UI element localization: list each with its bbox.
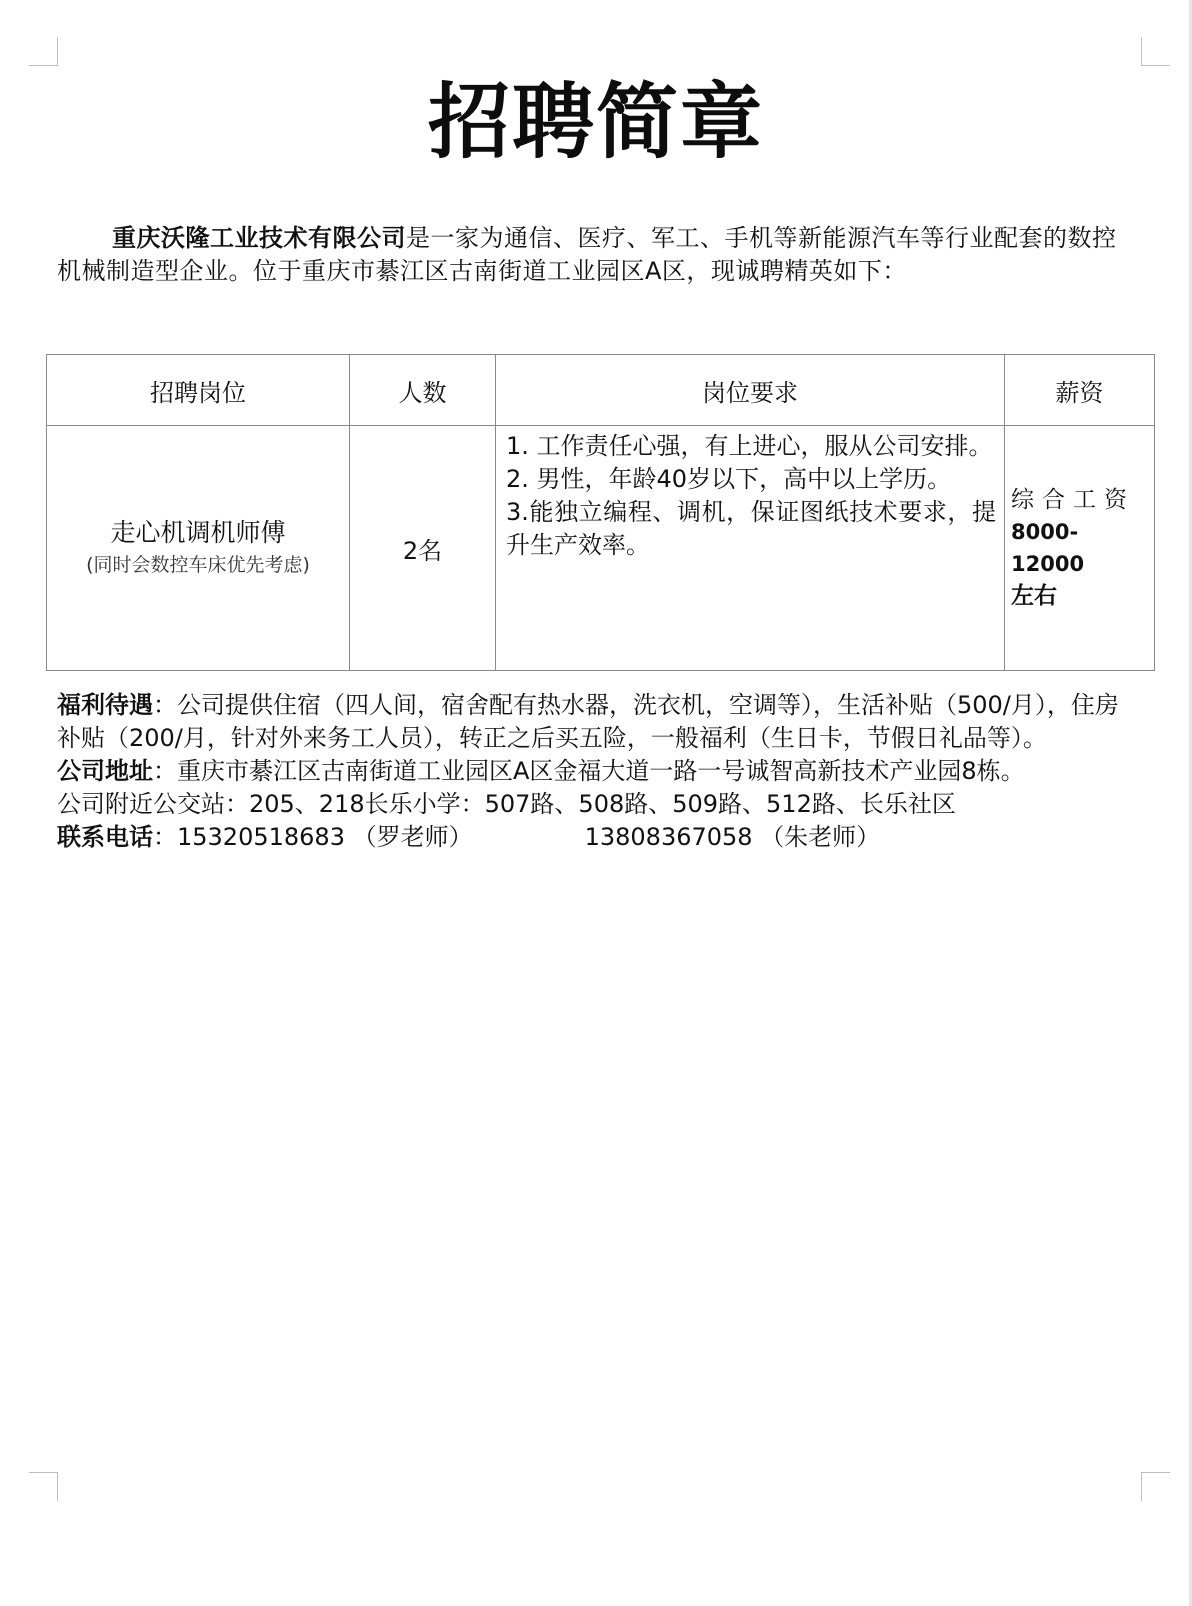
page-title: 招聘简章 (427, 75, 764, 170)
salary-cell (1005, 426, 1155, 671)
table-header-row (47, 355, 1155, 426)
address-text: ：重庆市綦江区古南街道工业园区A区金福大道一路一号诚智高新技术产业园8栋。 (153, 757, 1025, 785)
contact-phone-1: ：15320518683 （罗老师） (153, 823, 473, 851)
intro-paragraph (57, 222, 1129, 288)
header-count: 人数 (350, 355, 496, 426)
requirement-item: 2. 男性，年龄40岁以下，高中以上学历。 (506, 465, 952, 493)
header-requirements: 岗位要求 (496, 355, 1005, 426)
requirement-item: 1. 工作责任心强，有上进心，服从公司安排。 (506, 432, 993, 460)
header-position: 招聘岗位 (47, 355, 350, 426)
crop-mark-bottom-right (1141, 1472, 1170, 1501)
benefits-paragraph (57, 689, 1137, 755)
header-salary: 薪资 (1005, 355, 1155, 426)
address-paragraph (57, 755, 1137, 788)
crop-mark-bottom-left (29, 1472, 58, 1501)
contact-phone-2: 13808367058 （朱老师） (584, 823, 881, 851)
info-section (57, 689, 1137, 854)
requirements-cell (496, 426, 1005, 671)
position-name: 走心机调机师傅 (110, 518, 286, 547)
benefits-label: 福利待遇 (57, 691, 153, 719)
salary-suffix: 左右 (1011, 583, 1057, 609)
salary-range: 8000-12000 (1011, 520, 1085, 576)
company-name: 重庆沃隆工业技术有限公司 (112, 224, 406, 252)
address-label: 公司地址 (57, 757, 153, 785)
crop-mark-top-right (1141, 37, 1170, 66)
position-note: (同时会数控车床优先考虑) (86, 554, 310, 576)
table-row (47, 426, 1155, 671)
count-cell: 2名 (350, 426, 496, 671)
contact-label: 联系电话 (57, 823, 153, 851)
crop-mark-top-left (29, 37, 58, 66)
benefits-text: ：公司提供住宿（四人间，宿舍配有热水器，洗衣机，空调等），生活补贴（500/月），住房补贴（200/月，针对外来务工人员），转正之后买五险，一般福利（生日卡，节假日礼品等）。 (57, 691, 1119, 752)
intro-text: 是一家为通信、医疗、军工、手机等新能源汽车等行业配套的数控机械制造型企业。位于重庆市綦江区古南街道工业园区A区，现诚聘精英如下： (57, 224, 1117, 285)
job-table (46, 354, 1155, 671)
bus-paragraph: 公司附近公交站：205、218长乐小学：507路、508路、509路、512路、长乐社区 (57, 790, 956, 818)
position-cell (47, 426, 350, 671)
salary-label: 综合工资 (1011, 487, 1135, 513)
contact-paragraph (57, 821, 1137, 854)
requirement-item: 3.能独立编程、调机，保证图纸技术要求，提升生产效率。 (506, 498, 996, 559)
